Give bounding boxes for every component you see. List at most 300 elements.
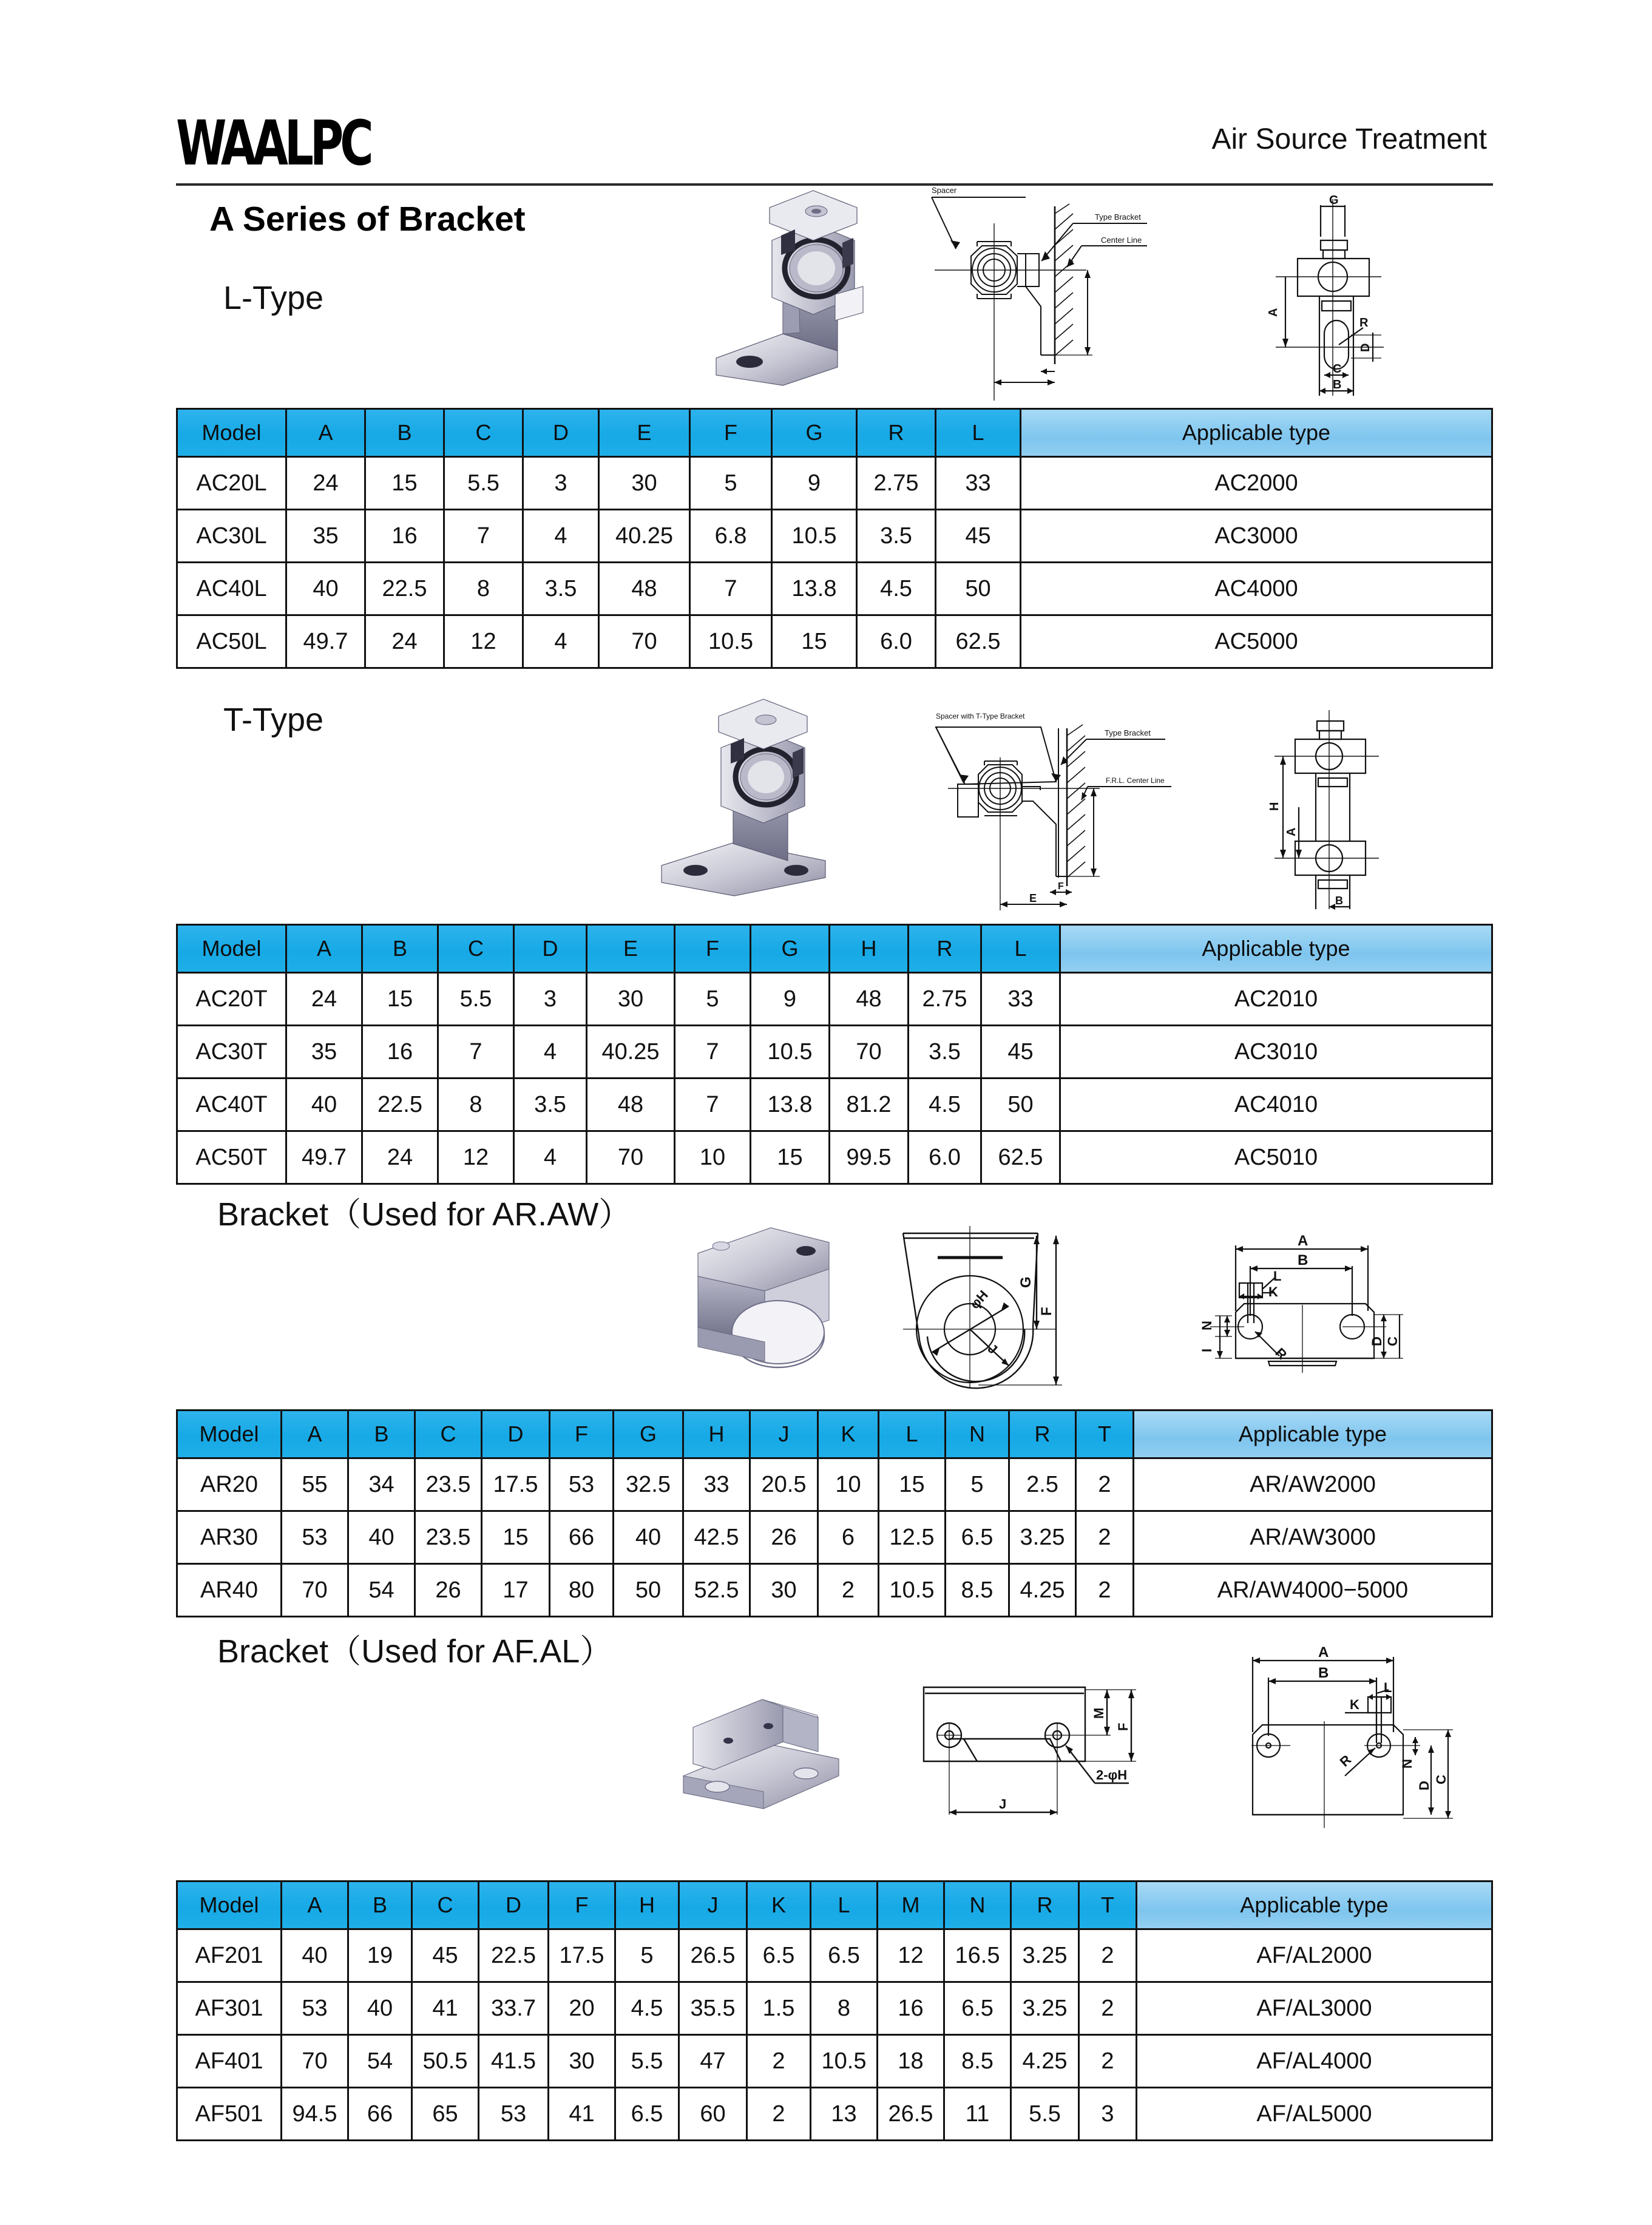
cell-f: 7 xyxy=(675,1079,751,1131)
cell-d: 33.7 xyxy=(479,1982,549,2035)
cell-a: 40 xyxy=(286,563,365,615)
cell-g: 10.5 xyxy=(772,510,857,563)
label-frl-center-line: F.R.L. Center Line xyxy=(1106,776,1165,785)
cell-f: 80 xyxy=(550,1564,614,1617)
col-model: Model xyxy=(177,1411,282,1458)
dim-C: C xyxy=(1385,1336,1400,1346)
cell-h: 6.5 xyxy=(615,2088,679,2141)
cell-j: 26.5 xyxy=(679,1929,747,1982)
cell-g: 13.8 xyxy=(751,1079,830,1131)
table-row xyxy=(177,1511,1492,1564)
cell-b: 15 xyxy=(362,973,438,1026)
col-b: B xyxy=(365,409,444,457)
cell-f: 30 xyxy=(549,2035,615,2088)
cell-g: 9 xyxy=(772,457,857,510)
cell-a: 49.7 xyxy=(286,615,365,668)
cell-a: 55 xyxy=(282,1458,348,1511)
dim-B: B xyxy=(1318,1665,1329,1681)
cell-d: 22.5 xyxy=(479,1929,549,1982)
cell-f: 20 xyxy=(549,1982,615,2035)
cell-l: 50 xyxy=(936,563,1021,615)
cell-g: 32.5 xyxy=(614,1458,683,1511)
cell-a: 53 xyxy=(282,1982,348,2035)
table-row xyxy=(177,973,1492,1026)
cell-applicable-type: AC4000 xyxy=(1021,563,1492,615)
col-l: L xyxy=(879,1411,946,1458)
cell-model: AF401 xyxy=(177,2035,282,2088)
col-c: C xyxy=(415,1411,482,1458)
cell-a: 53 xyxy=(282,1511,348,1564)
dim-D: D xyxy=(1417,1781,1432,1790)
cell-h: 70 xyxy=(830,1026,909,1079)
cell-l: 62.5 xyxy=(981,1131,1060,1184)
col-j: J xyxy=(679,1881,747,1929)
cell-c: 41 xyxy=(412,1982,479,2035)
cell-t: 2 xyxy=(1076,1511,1134,1564)
cell-b: 16 xyxy=(362,1026,438,1079)
cell-n: 8.5 xyxy=(946,1564,1009,1617)
cell-applicable-type: AC2010 xyxy=(1060,973,1492,1026)
cell-e: 40.25 xyxy=(599,510,690,563)
cell-r: 4.5 xyxy=(909,1079,981,1131)
col-m: M xyxy=(878,1881,944,1929)
col-b: B xyxy=(348,1881,412,1929)
cell-c: 12 xyxy=(444,615,523,668)
label-spacer-with-t-type-bracket: Spacer with T-Type Bracket xyxy=(936,712,1025,720)
cell-m: 18 xyxy=(878,2035,944,2088)
col-g: G xyxy=(772,409,857,457)
cell-j: 35.5 xyxy=(679,1982,747,2035)
cell-r: 2.75 xyxy=(857,457,936,510)
table-l-type xyxy=(176,408,1493,669)
col-g: G xyxy=(614,1411,683,1458)
col-r: R xyxy=(1009,1411,1076,1458)
col-l: L xyxy=(936,409,1021,457)
cell-applicable-type: AR/AW2000 xyxy=(1134,1458,1492,1511)
cell-e: 48 xyxy=(587,1079,675,1131)
cell-l: 45 xyxy=(981,1026,1060,1079)
col-h: H xyxy=(615,1881,679,1929)
header-title: Air Source Treatment xyxy=(1211,123,1487,155)
cell-c: 65 xyxy=(412,2088,479,2141)
cell-c: 26 xyxy=(415,1564,482,1617)
cell-b: 54 xyxy=(348,1564,415,1617)
cell-b: 22.5 xyxy=(365,563,444,615)
af-al-product-render xyxy=(662,1663,862,1839)
cell-a: 40 xyxy=(282,1929,348,1982)
dim-G: G xyxy=(1018,1276,1034,1288)
cell-e: 70 xyxy=(587,1131,675,1184)
col-f: F xyxy=(690,409,772,457)
af-al-dimension-drawing xyxy=(1226,1639,1469,1839)
cell-c: 23.5 xyxy=(415,1511,482,1564)
section-heading-ar-aw: Bracket（Used for AR.AW） xyxy=(217,1196,632,1233)
col-d: D xyxy=(523,409,599,457)
col-model: Model xyxy=(177,925,286,973)
cell-t: 2 xyxy=(1079,2035,1137,2088)
cell-h: 42.5 xyxy=(683,1511,750,1564)
cell-f: 10.5 xyxy=(690,615,772,668)
l-type-assembly-drawing xyxy=(910,182,1165,401)
cell-r: 6.0 xyxy=(857,615,936,668)
cell-b: 66 xyxy=(348,2088,412,2141)
cell-k: 6.5 xyxy=(747,1929,811,1982)
cell-l: 8 xyxy=(811,1982,878,2035)
cell-h: 5 xyxy=(615,1929,679,1982)
dim-R: R xyxy=(1359,316,1369,330)
cell-f: 7 xyxy=(675,1026,751,1079)
cell-a: 94.5 xyxy=(282,2088,348,2141)
cell-m: 26.5 xyxy=(878,2088,944,2141)
cell-model: AF201 xyxy=(177,1929,282,1982)
cell-b: 54 xyxy=(348,2035,412,2088)
cell-applicable-type: AC3000 xyxy=(1021,510,1492,563)
dim-B: B xyxy=(1298,1252,1308,1268)
cell-d: 3.5 xyxy=(523,563,599,615)
table-row xyxy=(177,1458,1492,1511)
dim-A: A xyxy=(1285,827,1298,836)
cell-c: 5.5 xyxy=(438,973,514,1026)
dim-A: A xyxy=(1298,1233,1308,1249)
col-t: T xyxy=(1079,1881,1137,1929)
cell-g: 9 xyxy=(751,973,830,1026)
cell-b: 19 xyxy=(348,1929,412,1982)
cell-h: 5.5 xyxy=(615,2035,679,2088)
cell-j: 20.5 xyxy=(750,1458,818,1511)
col-d: D xyxy=(482,1411,550,1458)
cell-model: AC40T xyxy=(177,1079,286,1131)
t-type-dimension-drawing xyxy=(1238,698,1444,916)
col-g: G xyxy=(751,925,830,973)
cell-k: 2 xyxy=(747,2035,811,2088)
cell-h: 52.5 xyxy=(683,1564,750,1617)
cell-applicable-type: AF/AL4000 xyxy=(1137,2035,1492,2088)
col-c: C xyxy=(438,925,514,973)
cell-k: 2 xyxy=(818,1564,879,1617)
col-b: B xyxy=(348,1411,415,1458)
col-n: N xyxy=(944,1881,1011,1929)
ar-aw-product-render xyxy=(674,1211,856,1393)
cell-h: 33 xyxy=(683,1458,750,1511)
cell-t: 2 xyxy=(1079,1929,1137,1982)
cell-g: 15 xyxy=(751,1131,830,1184)
dim-B: B xyxy=(1335,895,1343,907)
cell-b: 34 xyxy=(348,1458,415,1511)
dim-D: D xyxy=(1369,1336,1384,1346)
label-phi-H: φH xyxy=(967,1287,991,1312)
cell-h: 48 xyxy=(830,973,909,1026)
cell-c: 7 xyxy=(444,510,523,563)
cell-d: 4 xyxy=(514,1131,587,1184)
cell-a: 70 xyxy=(282,2035,348,2088)
col-h: H xyxy=(683,1411,750,1458)
table-row xyxy=(177,1982,1492,2035)
cell-model: AC20T xyxy=(177,973,286,1026)
col-r: R xyxy=(909,925,981,973)
dim-L: L xyxy=(1384,1680,1392,1695)
l-type-dimension-drawing xyxy=(1250,182,1451,401)
table-row xyxy=(177,1079,1492,1131)
cell-r: 3.5 xyxy=(909,1026,981,1079)
table-ar-aw xyxy=(176,1409,1493,1617)
cell-a: 35 xyxy=(286,510,365,563)
col-r: R xyxy=(1011,1881,1079,1929)
cell-m: 12 xyxy=(878,1929,944,1982)
col-applicable-type: Applicable type xyxy=(1021,409,1492,457)
cell-d: 17 xyxy=(482,1564,550,1617)
table-row xyxy=(177,615,1492,668)
col-b: B xyxy=(362,925,438,973)
dim-A: A xyxy=(1318,1644,1329,1661)
dim-N: N xyxy=(1199,1321,1214,1330)
dim-L: L xyxy=(1273,1268,1282,1284)
cell-a: 24 xyxy=(286,973,362,1026)
dim-J: J xyxy=(984,1341,1001,1357)
table-row xyxy=(177,1026,1492,1079)
col-r: R xyxy=(857,409,936,457)
cell-d: 17.5 xyxy=(482,1458,550,1511)
cell-r: 2.75 xyxy=(909,973,981,1026)
cell-h: 4.5 xyxy=(615,1982,679,2035)
cell-d: 4 xyxy=(514,1026,587,1079)
cell-k: 1.5 xyxy=(747,1982,811,2035)
cell-g: 10.5 xyxy=(751,1026,830,1079)
col-applicable-type: Applicable type xyxy=(1134,1411,1492,1458)
cell-n: 6.5 xyxy=(946,1511,1009,1564)
cell-m: 16 xyxy=(878,1982,944,2035)
cell-e: 30 xyxy=(599,457,690,510)
cell-c: 8 xyxy=(444,563,523,615)
cell-r: 3.5 xyxy=(857,510,936,563)
cell-applicable-type: AF/AL5000 xyxy=(1137,2088,1492,2141)
table-row xyxy=(177,563,1492,615)
page-title: A Series of Bracket xyxy=(209,200,526,239)
cell-model: AR20 xyxy=(177,1458,282,1511)
cell-l: 45 xyxy=(936,510,1021,563)
cell-model: AC20L xyxy=(177,457,286,510)
cell-model: AC30L xyxy=(177,510,286,563)
cell-f: 5 xyxy=(675,973,751,1026)
cell-r: 3.25 xyxy=(1011,1929,1079,1982)
table-header-row xyxy=(177,1881,1492,1929)
cell-r: 4.25 xyxy=(1009,1564,1076,1617)
cell-t: 2 xyxy=(1076,1564,1134,1617)
cell-f: 17.5 xyxy=(549,1929,615,1982)
cell-applicable-type: AF/AL3000 xyxy=(1137,1982,1492,2035)
col-model: Model xyxy=(177,1881,282,1929)
cell-model: AC30T xyxy=(177,1026,286,1079)
cell-l: 13 xyxy=(811,2088,878,2141)
cell-f: 53 xyxy=(550,1458,614,1511)
cell-j: 60 xyxy=(679,2088,747,2141)
label-center-line: Center Line xyxy=(1101,235,1142,245)
col-a: A xyxy=(286,925,362,973)
col-k: K xyxy=(818,1411,879,1458)
dim-C: C xyxy=(1333,362,1342,376)
col-applicable-type: Applicable type xyxy=(1060,925,1492,973)
cell-b: 40 xyxy=(348,1982,412,2035)
cell-l: 6.5 xyxy=(811,1929,878,1982)
cell-model: AF301 xyxy=(177,1982,282,2035)
dim-R: R xyxy=(1336,1752,1355,1770)
cell-k: 2 xyxy=(747,2088,811,2141)
cell-model: AR30 xyxy=(177,1511,282,1564)
cell-e: 40.25 xyxy=(587,1026,675,1079)
cell-c: 5.5 xyxy=(444,457,523,510)
brand-logo: WAALPC xyxy=(176,108,370,180)
cell-l: 50 xyxy=(981,1079,1060,1131)
cell-a: 70 xyxy=(282,1564,348,1617)
dim-D: D xyxy=(1359,343,1372,352)
cell-c: 50.5 xyxy=(412,2035,479,2088)
cell-a: 24 xyxy=(286,457,365,510)
cell-n: 8.5 xyxy=(944,2035,1011,2088)
cell-l: 15 xyxy=(879,1458,946,1511)
cell-applicable-type: AR/AW3000 xyxy=(1134,1511,1492,1564)
section-heading-l-type: L-Type xyxy=(223,280,324,316)
label-type-bracket: Type Bracket xyxy=(1105,728,1151,737)
cell-l: 12.5 xyxy=(879,1511,946,1564)
col-model: Model xyxy=(177,409,286,457)
table-header-row xyxy=(177,409,1492,457)
cell-d: 3 xyxy=(523,457,599,510)
cell-g: 15 xyxy=(772,615,857,668)
l-type-product-render xyxy=(692,182,892,395)
dim-C: C xyxy=(1434,1775,1449,1784)
table-t-type xyxy=(176,924,1493,1185)
dim-I: I xyxy=(1199,1348,1214,1352)
cell-model: AR40 xyxy=(177,1564,282,1617)
cell-c: 23.5 xyxy=(415,1458,482,1511)
cell-f: 6.8 xyxy=(690,510,772,563)
table-af-al xyxy=(176,1880,1493,2141)
cell-d: 3 xyxy=(514,973,587,1026)
col-c: C xyxy=(412,1881,479,1929)
dim-K: K xyxy=(1268,1284,1278,1299)
col-a: A xyxy=(282,1411,348,1458)
t-type-assembly-drawing xyxy=(910,698,1183,910)
table-row xyxy=(177,1564,1492,1617)
col-d: D xyxy=(479,1881,549,1929)
col-f: F xyxy=(549,1881,615,1929)
cell-n: 5 xyxy=(946,1458,1009,1511)
cell-r: 6.0 xyxy=(909,1131,981,1184)
cell-h: 99.5 xyxy=(830,1131,909,1184)
cell-f: 41 xyxy=(549,2088,615,2141)
col-l: L xyxy=(981,925,1060,973)
cell-a: 35 xyxy=(286,1026,362,1079)
col-d: D xyxy=(514,925,587,973)
ar-aw-dimension-drawing xyxy=(1183,1214,1457,1396)
cell-e: 48 xyxy=(599,563,690,615)
dim-A: A xyxy=(1267,308,1280,317)
cell-g: 13.8 xyxy=(772,563,857,615)
label-spacer: Spacer xyxy=(932,186,957,195)
dim-J: J xyxy=(999,1797,1007,1812)
cell-applicable-type: AR/AW4000−5000 xyxy=(1134,1564,1492,1617)
dim-B: B xyxy=(1333,378,1342,391)
cell-b: 24 xyxy=(362,1131,438,1184)
col-h: H xyxy=(830,925,909,973)
cell-l: 33 xyxy=(936,457,1021,510)
col-applicable-type: Applicable type xyxy=(1137,1881,1492,1929)
cell-b: 24 xyxy=(365,615,444,668)
cell-b: 22.5 xyxy=(362,1079,438,1131)
cell-applicable-type: AC5010 xyxy=(1060,1131,1492,1184)
cell-g: 40 xyxy=(614,1511,683,1564)
cell-l: 10.5 xyxy=(879,1564,946,1617)
cell-b: 16 xyxy=(365,510,444,563)
dim-E: E xyxy=(1029,892,1037,904)
col-k: K xyxy=(747,1881,811,1929)
cell-n: 6.5 xyxy=(944,1982,1011,2035)
table-row xyxy=(177,1131,1492,1184)
table-row xyxy=(177,1929,1492,1982)
cell-l: 10.5 xyxy=(811,2035,878,2088)
col-c: C xyxy=(444,409,523,457)
section-heading-t-type: T-Type xyxy=(223,702,324,738)
col-e: E xyxy=(599,409,690,457)
dim-G: G xyxy=(1329,194,1339,207)
cell-c: 45 xyxy=(412,1929,479,1982)
label-type-bracket: Type Bracket xyxy=(1095,212,1141,222)
cell-applicable-type: AC4010 xyxy=(1060,1079,1492,1131)
cell-f: 5 xyxy=(690,457,772,510)
cell-b: 15 xyxy=(365,457,444,510)
cell-h: 81.2 xyxy=(830,1079,909,1131)
cell-r: 4.5 xyxy=(857,563,936,615)
cell-r: 5.5 xyxy=(1011,2088,1079,2141)
cell-l: 33 xyxy=(981,973,1060,1026)
cell-model: AC40L xyxy=(177,563,286,615)
page-header xyxy=(176,103,1493,185)
cell-c: 12 xyxy=(438,1131,514,1184)
cell-d: 3.5 xyxy=(514,1079,587,1131)
cell-r: 2.5 xyxy=(1009,1458,1076,1511)
dim-F: F xyxy=(1038,1307,1055,1316)
table-row xyxy=(177,2035,1492,2088)
cell-t: 2 xyxy=(1079,1982,1137,2035)
col-j: J xyxy=(750,1411,818,1458)
table-header-row xyxy=(177,925,1492,973)
cell-e: 70 xyxy=(599,615,690,668)
col-f: F xyxy=(675,925,751,973)
cell-j: 30 xyxy=(750,1564,818,1617)
cell-applicable-type: AC5000 xyxy=(1021,615,1492,668)
col-t: T xyxy=(1076,1411,1134,1458)
cell-d: 15 xyxy=(482,1511,550,1564)
table-row xyxy=(177,457,1492,510)
cell-d: 4 xyxy=(523,615,599,668)
cell-n: 11 xyxy=(944,2088,1011,2141)
dim-N: N xyxy=(1400,1759,1415,1769)
col-l: L xyxy=(811,1881,878,1929)
cell-applicable-type: AC3010 xyxy=(1060,1026,1492,1079)
dim-K: K xyxy=(1350,1697,1359,1712)
col-a: A xyxy=(282,1881,348,1929)
col-f: F xyxy=(550,1411,614,1458)
dim-F: F xyxy=(1115,1722,1131,1731)
dim-H: H xyxy=(1268,802,1281,811)
cell-f: 7 xyxy=(690,563,772,615)
cell-r: 3.25 xyxy=(1011,1982,1079,2035)
cell-l: 62.5 xyxy=(936,615,1021,668)
cell-k: 6 xyxy=(818,1511,879,1564)
cell-c: 7 xyxy=(438,1026,514,1079)
col-a: A xyxy=(286,409,365,457)
ar-aw-front-drawing xyxy=(874,1214,1086,1396)
cell-applicable-type: AF/AL2000 xyxy=(1137,1929,1492,1982)
